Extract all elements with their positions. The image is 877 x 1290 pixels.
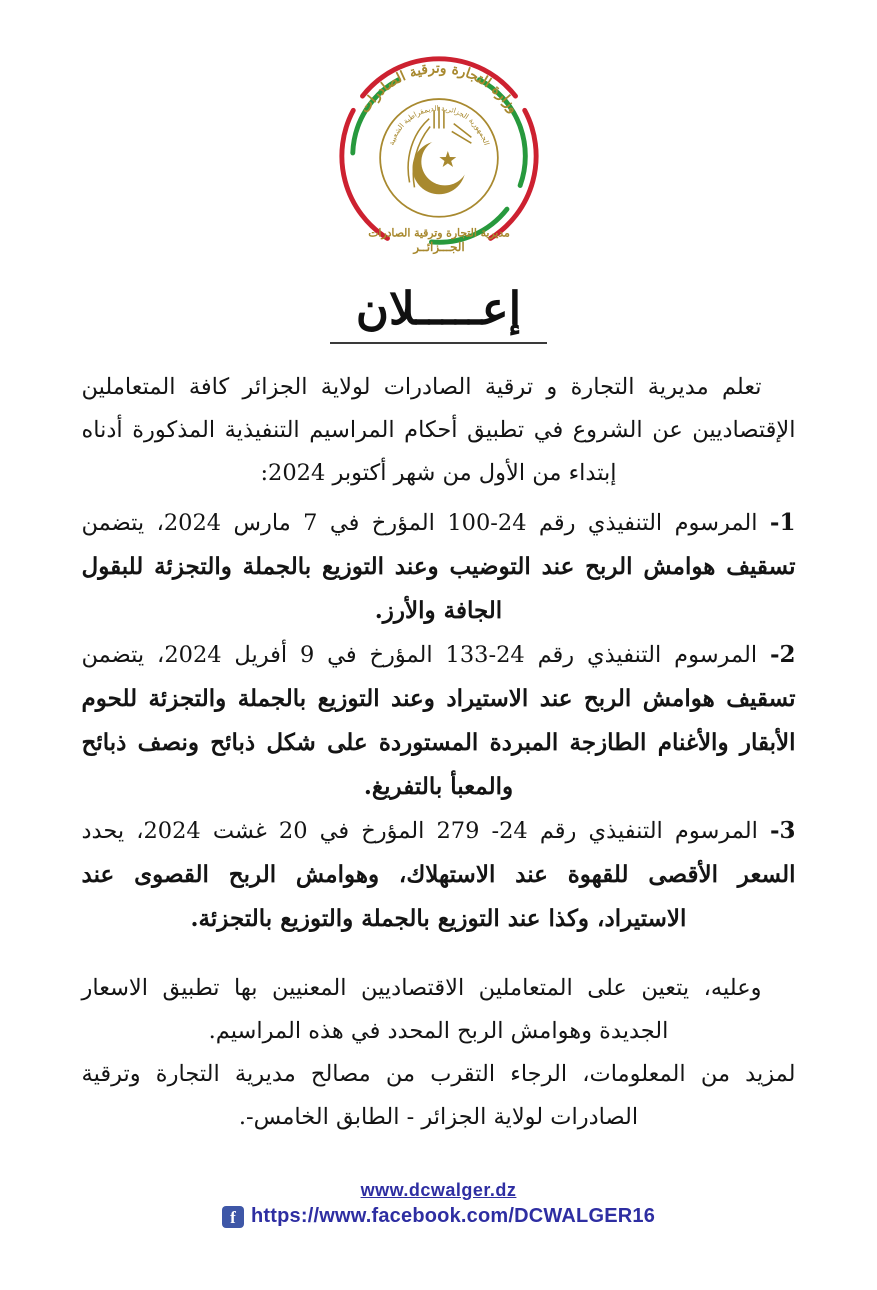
decree-3-lead: المرسوم التنفيذي رقم 24- 279 المؤرخ في 20 غشت 2024، يحدد — [81, 817, 758, 844]
ministry-emblem-icon — [336, 50, 542, 258]
page-title: إعـــــلان — [330, 284, 547, 344]
decree-item-3 — [82, 809, 796, 941]
emblem-ring-text: الجمهورية الجزائرية الديمقراطية الشعبية — [386, 103, 491, 147]
logo-wilaya-name: الجـــزائــر — [412, 240, 465, 255]
facebook-link[interactable]: https://www.facebook.com/DCWALGER16 — [250, 1205, 656, 1227]
website-link[interactable]: www.dcwalger.dz — [360, 1180, 517, 1200]
decree-item-2 — [82, 633, 796, 809]
title-row — [0, 284, 877, 344]
announcement-page — [0, 50, 877, 1290]
ministry-logo — [336, 50, 542, 258]
decree-1-number: 1- — [769, 508, 796, 536]
decree-1-subject: تسقيف هوامش الربح عند التوضيب وعند التوزيع بالجملة والتجزئة للبقول الجافة والأرز. — [81, 552, 796, 624]
decree-1-lead: المرسوم التنفيذي رقم 24-100 المؤرخ في 7 مارس 2024، يتضمن — [81, 509, 758, 536]
decree-2-lead: المرسوم التنفيذي رقم 24-133 المؤرخ في 9 أفريل 2024، يتضمن — [81, 641, 758, 668]
decree-3-subject: السعر الأقصى للقهوة عند الاستهلاك، وهوامش الربح القصوى عند الاستيراد، وكذا عند التوزيع بالجملة والتوزيع بالتجزئة. — [81, 860, 796, 932]
facebook-row — [0, 1205, 877, 1228]
contact-paragraph: لمزيد من المعلومات، الرجاء التقرب من مصالح مديرية التجارة وترقية الصادرات لولاية الجزائر - الطابق الخامس-. — [81, 1060, 796, 1130]
announcement-body — [82, 366, 796, 1139]
decree-item-1 — [82, 501, 796, 633]
logo-directorate-name: مديرية التجارة وترقية الصادرات — [367, 226, 510, 240]
decree-3-number: 3- — [769, 816, 796, 844]
intro-paragraph: تعلم مديرية التجارة و ترقية الصادرات لولاية الجزائر كافة المتعاملين الإقتصاديين عن الشروع في تطبيق أحكام المراسيم التنفيذية المذكورة أدناه إبتداء من الأول من شهر أكتوبر 2024: — [81, 373, 796, 486]
decree-2-number: 2- — [769, 640, 796, 668]
logo-ministry-name: وزارة التجارة وترقية الصادرات — [356, 60, 521, 117]
footer — [0, 1180, 877, 1228]
obligation-paragraph: وعليه، يتعين على المتعاملين الاقتصاديين المعنيين بها تطبيق الاسعار الجديدة وهوامش الربح المحدد في هذه المراسيم. — [81, 974, 762, 1044]
decree-2-subject: تسقيف هوامش الربح عند الاستيراد وعند التوزيع بالجملة والتجزئة للحوم الأبقار والأغنام الطازجة المبردة المستوردة على شكل ذبائح ونصف ذبائح والمعبأ بالتفريغ. — [81, 684, 796, 800]
facebook-icon[interactable]: f — [222, 1206, 244, 1228]
